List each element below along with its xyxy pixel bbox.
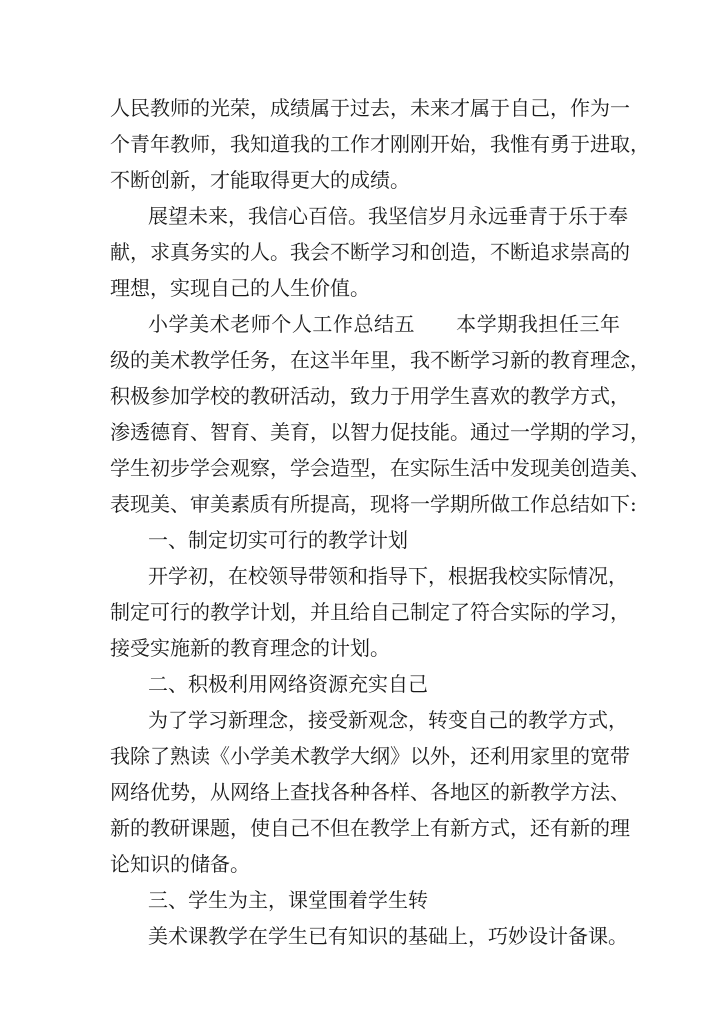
text-line: 表现美、审美素质有所提高，现将一学期所做工作总结如下: — [110, 492, 637, 516]
text-line: 级的美术教学任务，在这半年里，我不断学习新的教育理念， — [110, 348, 650, 372]
text-line: 不断创新，才能取得更大的成绩。 — [110, 168, 410, 192]
paragraph-start-line: 美术课教学在学生已有知识的基础上，巧妙设计备课。 — [148, 924, 628, 948]
text-line: 新的教研课题，使自己不但在教学上有新方式，还有新的理 — [110, 816, 630, 840]
text-line: 献，求真务实的人。我会不断学习和创造，不断追求崇高的 — [110, 240, 630, 264]
text-line: 个青年教师，我知道我的工作才刚刚开始，我惟有勇于进取， — [110, 132, 650, 156]
text-line: 人民教师的光荣，成绩属于过去，未来才属于自己，作为一 — [110, 96, 630, 120]
paragraph-start-line: 开学初，在校领导带领和指导下，根据我校实际情况， — [148, 564, 628, 588]
text-line: 学生初步学会观察，学会造型，在实际生活中发现美创造美、 — [110, 456, 650, 480]
heading-line: 二、积极利用网络资源充实自己 — [148, 672, 428, 696]
text-line: 理想，实现自己的人生价值。 — [110, 276, 370, 300]
paragraph-start-line: 为了学习新理念，接受新观念，转变自己的教学方式， — [148, 708, 628, 732]
text-line: 制定可行的教学计划，并且给自己制定了符合实际的学习， — [110, 600, 630, 624]
heading-line: 一、制定切实可行的教学计划 — [148, 528, 408, 552]
text-line: 网络优势，从网络上查找各种各样、各地区的新教学方法、 — [110, 780, 630, 804]
section-title-line: 小学美术老师个人工作总结五 本学期我担任三年 — [148, 312, 620, 336]
text-line: 渗透德育、智育、美育，以智力促技能。通过一学期的学习， — [110, 420, 650, 444]
text-line: 论知识的储备。 — [110, 852, 250, 876]
text-line: 积极参加学校的教研活动，致力于用学生喜欢的教学方式， — [110, 384, 630, 408]
heading-line: 三、学生为主，课堂围着学生转 — [148, 888, 428, 912]
paragraph-start-line: 展望未来，我信心百倍。我坚信岁月永远垂青于乐于奉 — [148, 204, 628, 228]
text-line: 我除了熟读《小学美术教学大纲》以外，还利用家里的宽带 — [110, 744, 630, 768]
text-line: 接受实施新的教育理念的计划。 — [110, 636, 390, 660]
